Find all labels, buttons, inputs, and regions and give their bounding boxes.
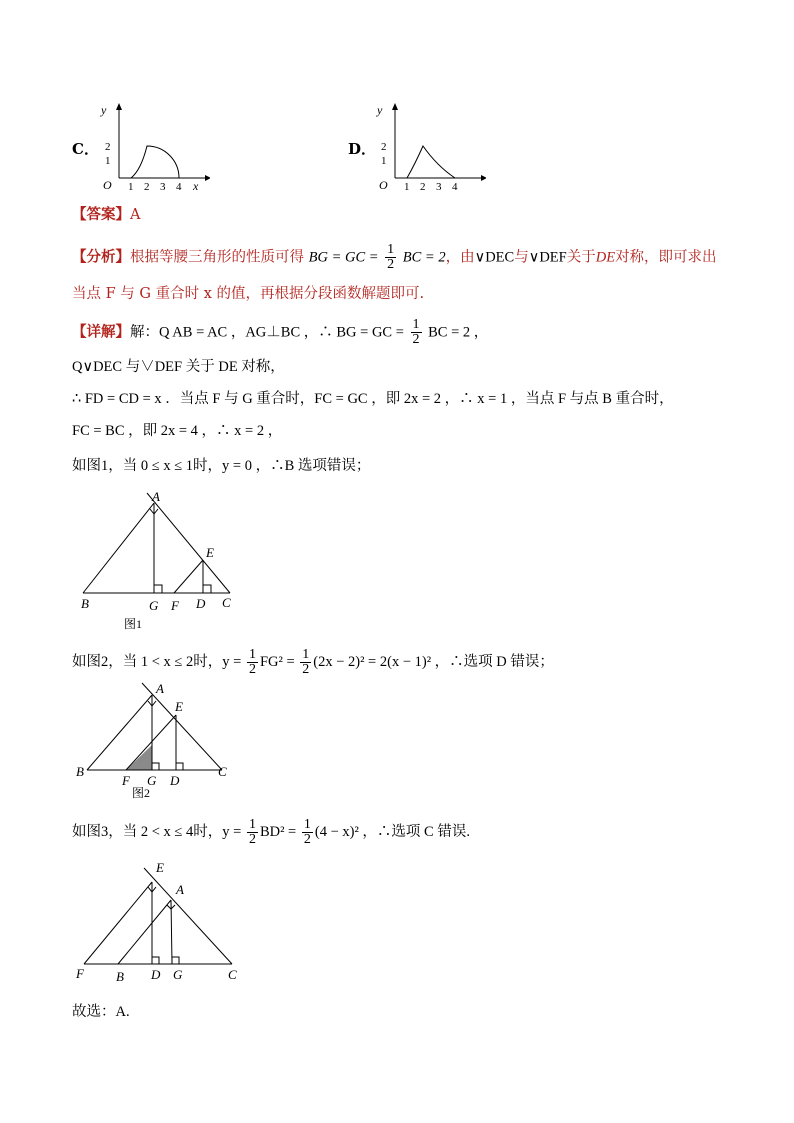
x-tick-1: 1 (404, 181, 410, 192)
axis-y-label: y (377, 103, 383, 117)
label-D: D (170, 773, 180, 788)
x-tick-2: 2 (420, 181, 426, 192)
label-G: G (173, 967, 183, 982)
figure-2-caption: 图2 (132, 786, 151, 800)
figure-3 (72, 852, 252, 987)
label-B: B (116, 969, 124, 984)
y-tick-1: 1 (381, 155, 387, 167)
label-C: C (222, 595, 231, 610)
label-F: F (76, 966, 84, 981)
analysis-tag: 【分析】 (72, 248, 130, 266)
label-G: G (149, 598, 159, 613)
case2-text: 如图2，当 1 < x ≤ 2时，y = $\frac{1}{2}$ FG² = $\frac{1}{2}$ (2x − 2)² = 2(x − 1)² ，∴选项 D 错误； (72, 647, 554, 677)
answer-line (72, 205, 140, 225)
analysis-line-2: 当点 F 与 G 重合时 x 的值，再根据分段函数解题即可. (72, 286, 425, 302)
label-G: G (147, 773, 157, 788)
figure-1-caption: 图1 (124, 617, 143, 631)
label-E: E (206, 545, 214, 560)
label-A: A (156, 681, 164, 696)
figure-2 (72, 675, 242, 805)
answer-tag: 【答案】 (72, 206, 130, 223)
detail-line-1: 【详解】解：Q AB = AC ，AG⊥BC ，∴ BG = GC = $\frac{1}{2}$ BC = 2 ， (72, 317, 489, 347)
label-D: D (151, 967, 161, 982)
label-C: C (218, 764, 227, 779)
option-c-graph (95, 100, 210, 192)
detail-line-2: Q∨DEC 与∨DEF 关于 DE 对称， (72, 359, 285, 375)
option-d-graph (371, 100, 486, 192)
label-C: C (228, 967, 237, 982)
label-A: A (152, 489, 160, 504)
x-tick-2: 2 (144, 181, 150, 192)
label-A: A (176, 882, 184, 897)
origin-label: O (103, 178, 112, 192)
x-tick-4: 4 (452, 181, 458, 192)
detail-line-4: FC = BC ，即 2x = 4 ，∴ x = 2 ， (72, 423, 283, 439)
label-F: F (122, 773, 130, 788)
x-tick-3: 3 (436, 181, 442, 192)
axis-x-label: x (193, 179, 199, 192)
conclusion: 故选：A. (72, 1004, 130, 1020)
figure-1 (72, 485, 252, 635)
axis-y-label: y (101, 103, 107, 117)
detail-line-3: ∴ FD = CD = x ．当点 F 与 G 重合时，FC = GC ，即 2x = 2 ，∴ x = 1 ，当点 F 与点 B 重合时， (72, 391, 674, 407)
detail-tag: 【详解】 (72, 323, 130, 341)
label-B: B (76, 764, 84, 779)
x-tick-1: 1 (128, 181, 134, 192)
y-tick-1: 1 (105, 155, 111, 167)
label-E: E (156, 860, 164, 875)
answer-value: A (130, 207, 141, 223)
x-tick-4: 4 (176, 181, 182, 192)
case3-text: 如图3，当 2 < x ≤ 4时，y = $\frac{1}{2}$ BD² = $\frac{1}{2}$ (4 − x)² ，∴选项 C 错误. (72, 817, 470, 847)
option-c-label: C． (72, 140, 99, 158)
label-B: B (81, 596, 89, 611)
x-tick-3: 3 (160, 181, 166, 192)
label-F: F (171, 598, 179, 613)
label-E: E (175, 699, 183, 714)
y-tick-2: 2 (105, 141, 111, 153)
analysis-line-1: 【分析】根据等腰三角形的性质可得 BG = GC = $\frac{1}{2}$ BC = 2，由∨DEC与∨DEF关于DE对称，即可求出 (72, 242, 717, 272)
case1-text: 如图1，当 0 ≤ x ≤ 1时，y = 0 ，∴B 选项错误； (72, 458, 371, 474)
label-D: D (196, 596, 206, 611)
option-d-label: D． (348, 140, 377, 158)
origin-label: O (379, 178, 388, 192)
y-tick-2: 2 (381, 141, 387, 153)
